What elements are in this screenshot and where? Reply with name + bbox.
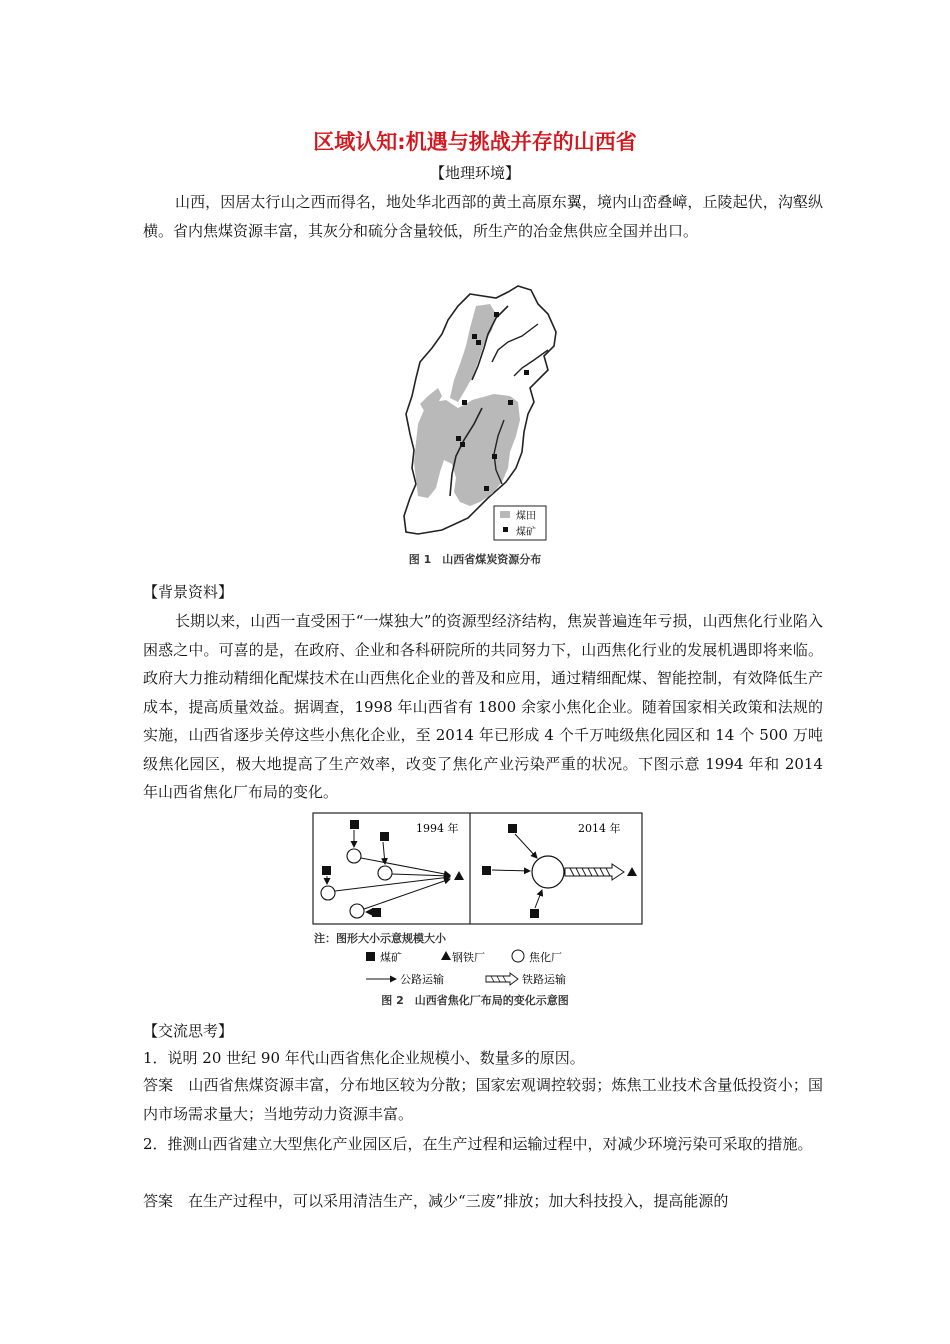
legend-steel-label: 钢铁厂	[452, 951, 485, 964]
section-heading-environment: 【地理环境】	[429, 164, 520, 182]
coking-plant-1994	[350, 904, 364, 918]
legend-mine-label: 煤矿	[380, 951, 402, 964]
page-title: 区域认知:机遇与挑战并存的山西省	[313, 130, 637, 154]
mine-1994	[350, 820, 359, 829]
figure2-legend	[362, 948, 602, 990]
mine-marker	[472, 334, 477, 339]
legend-road-label: 公路运输	[400, 973, 444, 986]
legend-rail-swatch	[486, 973, 518, 985]
figure1-map	[398, 284, 568, 546]
environment-paragraph: 山西，因居太行山之西而得名，地处华北西部的黄土高原东翼，境内山峦叠嶂，丘陵起伏，沟壑纵横。省内焦煤资源丰富，其灰分和硫分含量较低，所生产的冶金焦供应全国并出口。	[143, 193, 823, 240]
background-paragraph: 长期以来，山西一直受困于“一煤独大”的资源型经济结构，焦炭普遍连年亏损，山西焦化行业陷入困惑之中。可喜的是，在政府、企业和各科研院所的共同努力下，山西焦化行业的发展机遇即将来临。政府大力推动精细化配煤技术在山西焦化企业的普及和应用，通过精细配煤、智能控制，有效降低生产成本，提高质量效益。据调查，1998 年山西省有 1800 余家小焦化企业。随着国家相关政策和法规的实施，山西省逐步关停这些小焦化企业，至 2014 年已形成 4 个千万吨级焦化园区和 14 个 500 万吨级焦化园区，极大地提高了生产效率，改变了焦化产业污染严重的状况。下图示意 1994 年和 2014 年山西省焦化厂布局的变化。	[143, 612, 823, 801]
mine-2014	[530, 909, 539, 918]
mine-marker	[508, 400, 513, 405]
answer-2: 答案 在生产过程中，可以采用清洁生产，减少“三废”排放；加大科技投入，提高能源的	[143, 1192, 729, 1210]
question-2: 2．推测山西省建立大型焦化产业园区后，在生产过程和运输过程中，对减少环境污染可采取的措施。	[143, 1135, 813, 1153]
mine-2014	[482, 866, 491, 875]
figure2-caption: 图 2 山西省焦化厂布局的变化示意图	[381, 994, 569, 1007]
legend-mine-swatch	[366, 952, 375, 961]
legend-coalfield-swatch	[500, 511, 510, 518]
legend-coking-label: 焦化厂	[529, 951, 562, 964]
mine-marker	[462, 400, 467, 405]
panel-1994-label: 1994 年	[416, 822, 459, 835]
answer-1: 答案 山西省焦煤资源丰富，分布地区较为分散；国家宏观调控较弱；炼焦工业技术含量低投资小；国内市场需求量大；当地劳动力资源丰富。	[143, 1076, 823, 1123]
mine-marker	[456, 436, 461, 441]
panel-2014-label: 2014 年	[578, 822, 621, 835]
mine-1994	[380, 832, 389, 841]
section-heading-discussion: 【交流思考】	[143, 1022, 234, 1040]
mine-marker	[524, 370, 529, 375]
coking-plant-1994	[321, 886, 335, 900]
figure2-diagram	[312, 812, 644, 926]
mine-2014	[508, 824, 517, 833]
section-heading-background: 【背景资料】	[143, 583, 234, 601]
figure1-caption: 图 1 山西省煤炭资源分布	[408, 553, 542, 566]
mine-marker	[460, 442, 465, 447]
mine-1994	[372, 908, 381, 917]
mine-marker	[476, 340, 481, 345]
legend-rail-label: 铁路运输	[522, 973, 566, 986]
mine-marker	[494, 312, 499, 317]
legend-mine-swatch	[503, 527, 508, 532]
figure2-note: 注：图形大小示意规模大小	[314, 932, 446, 945]
legend-mine-label: 煤矿	[516, 527, 536, 538]
coking-plant-1994	[378, 866, 392, 880]
mine-marker	[484, 486, 489, 491]
legend-coking-swatch	[512, 950, 524, 962]
legend-steel-swatch	[441, 951, 451, 960]
legend-coalfield-label: 煤田	[516, 511, 536, 522]
mine-marker	[492, 454, 497, 459]
mine-1994	[322, 866, 331, 875]
coking-plant-2014	[532, 856, 564, 888]
coking-plant-1994	[347, 849, 361, 863]
question-1: 1．说明 20 世纪 90 年代山西省焦化企业规模小、数量多的原因。	[143, 1049, 585, 1067]
